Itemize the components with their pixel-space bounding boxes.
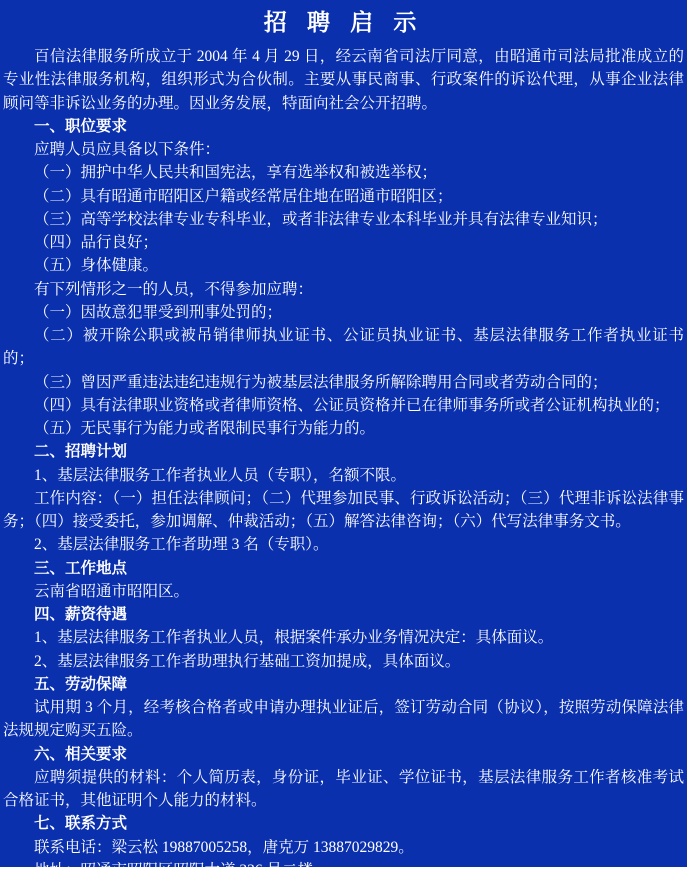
paragraph: （三）高等学校法律专业专科毕业，或者非法律专业本科毕业并具有法律专业知识； xyxy=(34,210,608,228)
section-heading: 五、劳动保障 xyxy=(34,675,128,693)
paragraph: （二）被开除公职或被吊销律师执业证书、公证员执业证书、基层法律服务工作者执业证书的； xyxy=(3,327,684,368)
paragraph: 2、基层法律服务工作者助理执行基础工资加提成，具体面议。 xyxy=(34,652,461,670)
paragraph: （一）拥护中华人民共和国宪法，享有选举权和被选举权； xyxy=(34,164,438,182)
paragraph: 应聘须提供的材料：个人简历表，身份证，毕业证、学位证书，基层法律服务工作者核准考试合格证书，其他证明个人能力的材料。 xyxy=(3,768,684,809)
paragraph: 工作内容：（一）担任法律顾问；（二）代理参加民事、行政诉讼活动；（三）代理非诉讼法律事务；（四）接受委托，参加调解、仲裁活动；（五）解答法律咨询；（六）代写法律事务文书。 xyxy=(3,489,684,530)
paragraph: 百信法律服务所成立于 2004 年 4 月 29 日，经云南省司法厅同意，由昭通市司法局批准成立的专业性法律服务机构，组织形式为合伙制。主要从事民商事、行政案件的诉讼代理，从事企业法律顾问等非诉讼业务的办理。因业务发展，特面向社会公开招聘。 xyxy=(3,48,684,112)
section-heading: 二、招聘计划 xyxy=(34,443,128,461)
paragraph: 应聘人员应具备以下条件： xyxy=(34,141,221,158)
paragraph: 1、基层法律服务工作者执业人员（专职），名额不限。 xyxy=(34,466,407,484)
paragraph: 1、基层法律服务工作者执业人员，根据案件承办业务情况决定：具体面议。 xyxy=(34,629,554,647)
paragraph: （四）品行良好； xyxy=(34,234,159,251)
paragraph: 联系电话：梁云松 19887005258，唐克万 13887029829。 xyxy=(34,838,414,856)
paragraph: （四）具有法律职业资格或者律师资格、公证员资格并已在律师事务所或者公证机构执业的； xyxy=(34,396,670,414)
section-heading: 三、工作地点 xyxy=(34,559,128,577)
paragraph: （五）无民事行为能力或者限制民事行为能力的。 xyxy=(34,420,376,437)
paragraph: （五）身体健康。 xyxy=(34,257,159,275)
paragraph: 2、基层法律服务工作者助理 3 名（专职）。 xyxy=(34,536,329,554)
notice-body xyxy=(3,45,684,882)
paragraph: 试用期 3 个月，经考核合格者或申请办理执业证后，签订劳动合同（协议），按照劳动保障法律法规规定购买五险。 xyxy=(3,699,684,740)
paragraph: 有下列情形之一的人员，不得参加应聘： xyxy=(34,280,314,298)
paragraph: （一）因故意犯罪受到刑事处罚的； xyxy=(34,303,283,321)
section-heading: 七、联系方式 xyxy=(34,815,128,833)
page-title: 招 聘 启 示 xyxy=(263,9,424,35)
section-heading: 四、薪资待遇 xyxy=(34,606,128,623)
section-heading: 一、职位要求 xyxy=(34,117,128,135)
paragraph: （二）具有昭通市昭阳区户籍或经常居住地在昭通市昭阳区； xyxy=(34,187,453,205)
paragraph: 地址：昭通市昭阳区昭阳大道 336 号二楼。 xyxy=(34,861,329,879)
paragraph: 云南省昭通市昭阳区。 xyxy=(34,582,190,600)
section-heading: 六、相关要求 xyxy=(34,745,128,763)
paragraph: （三）曾因严重违法违纪违规行为被基层法律服务所解除聘用合同或者劳动合同的； xyxy=(34,373,608,391)
